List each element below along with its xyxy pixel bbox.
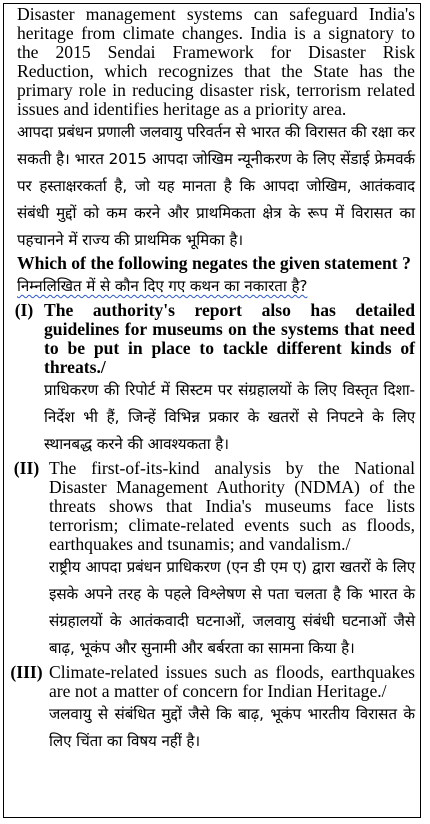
option-1 bbox=[14, 300, 415, 458]
option-1-number: (I) bbox=[14, 300, 34, 320]
option-1-english: The authority's report also has detailed guidelines for museums on the systems that need to be put in place to tackle different kinds of threats./ bbox=[44, 300, 415, 377]
question-hindi-text: निम्नलिखित में से कौन दिए गए कथन का नकारता है? bbox=[17, 277, 308, 295]
question-english: Which of the following negates the given statement ? bbox=[17, 253, 411, 273]
option-2-hindi: राष्ट्रीय आपदा प्रबंधन प्राधिकरण (एन डी एम ए) द्वारा खतरों के लिए इसके अपने तरह के पहले विश्लेषण से पता चलता है कि भारत के संग्रहालयों के आतंकवादी घटनाओं, जलवायु संबंधी घटनाओं जैसे बाढ़, भूकंप और सुनामी और बर्बरता का सामना किया है। bbox=[49, 558, 415, 657]
option-2-english: The first-of-its-kind analysis by the National Disaster Management Authority (NDMA) of the threats shows that India's museums face lists terrorism; climate-related events such as floods, earthquakes and tsunamis; and vandalism./ bbox=[49, 458, 415, 554]
passage-english: Disaster management systems can safeguard India's heritage from climate changes. India is a signatory to the 2015 Sendai Framework for Disaster Risk Reduction, which recognizes that the State has the primary role in reducing disaster risk, terrorism related issues and identifies heritage as a priority area. bbox=[17, 4, 415, 119]
question-hindi bbox=[17, 273, 415, 300]
question-page bbox=[3, 3, 421, 818]
option-2-number: (II) bbox=[13, 458, 40, 478]
option-3-body bbox=[49, 663, 415, 755]
option-1-body bbox=[44, 301, 415, 458]
option-1-hindi: प्राधिकरण की रिपोर्ट में सिस्टम पर संग्रहालयों के लिए विस्तृत दिशा-निर्देश भी हैं, जिन्हें विभिन्न प्रकार के खतरों से निपटने के लिए स्थानबद्ध करने की आवश्यकता है। bbox=[44, 381, 415, 453]
option-3-english: Climate-related issues such as floods, earthquakes are not a matter of concern for Indian Heritage./ bbox=[49, 662, 415, 701]
option-3-number: (III) bbox=[10, 662, 43, 682]
option-3 bbox=[10, 662, 415, 755]
option-2-body bbox=[49, 459, 415, 662]
option-3-hindi: जलवायु से संबंधित मुद्दों जैसे कि बाढ़, भूकंप भारतीय विरासत के लिए चिंता का विषय नहीं है। bbox=[49, 705, 415, 750]
passage-hindi: आपदा प्रबंधन प्रणाली जलवायु परिवर्तन से भारत की विरासत की रक्षा कर सकती है। भारत 2015 आपदा जोखिम न्यूनीकरण के लिए सेंडाई फ्रेमवर्क पर हस्ताक्षरकर्ता है, जो यह मानता है कि आपदा जोखिम, आतंकवाद संबंधी मुद्दों को कम करने और प्राथमिकता क्षेत्र के रूप में विरासत का पहचानने में राज्य की प्राथमिक भूमिका है। bbox=[17, 123, 415, 249]
option-2 bbox=[13, 458, 415, 662]
